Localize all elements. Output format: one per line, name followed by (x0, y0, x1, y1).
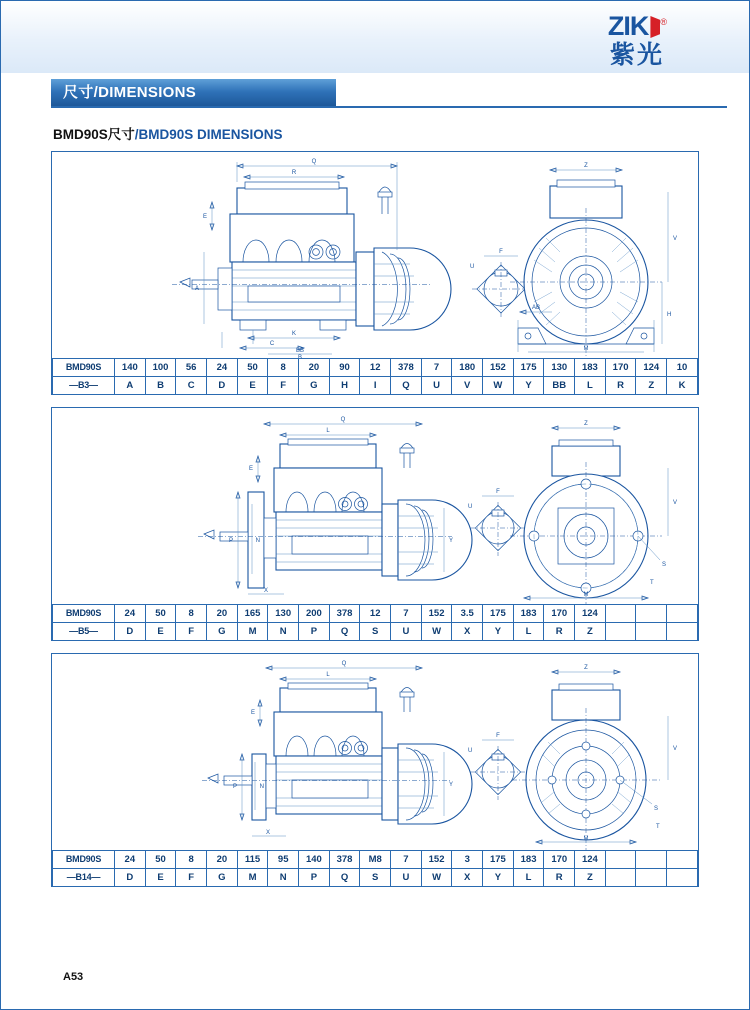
letter-cell: B (145, 377, 176, 395)
value-cell: 124 (575, 605, 606, 623)
svg-text:C: C (269, 341, 275, 347)
svg-text:AB: AB (531, 305, 541, 311)
value-cell: 24 (115, 605, 146, 623)
svg-text:Y: Y (449, 782, 454, 788)
value-cell: 152 (483, 359, 514, 377)
logo-red-bar-icon (650, 16, 660, 38)
svg-text:Z: Z (584, 163, 588, 169)
section-heading (53, 123, 749, 143)
svg-text:K: K (291, 331, 297, 337)
letter-cell-empty (667, 623, 698, 641)
letter-cell: Q (329, 623, 360, 641)
model-label: BMD90S (53, 605, 115, 623)
value-cell: 12 (360, 605, 391, 623)
letter-cell-empty (636, 869, 667, 887)
model-label: BMD90S (53, 851, 115, 869)
value-cell: 3 (452, 851, 483, 869)
letter-cell: F (176, 623, 207, 641)
value-cell: 24 (207, 359, 238, 377)
value-cell: 152 (421, 605, 452, 623)
value-cell: 130 (544, 359, 575, 377)
letter-cell: F (268, 377, 299, 395)
svg-text:Z: Z (584, 665, 588, 671)
page-number: A53 (63, 971, 84, 983)
value-cell: 56 (176, 359, 207, 377)
value-cell: 378 (329, 605, 360, 623)
letter-cell: D (115, 623, 146, 641)
letter-cell: W (483, 377, 514, 395)
svg-text:V: V (673, 500, 678, 506)
letter-cell: D (207, 377, 238, 395)
letter-cell-empty (667, 869, 698, 887)
svg-text:R: R (291, 170, 297, 176)
letter-cell: R (605, 377, 636, 395)
svg-text:P: P (228, 538, 233, 544)
mount-type-label: —B14— (53, 869, 115, 887)
value-cell-empty (667, 605, 698, 623)
value-cell-empty (636, 851, 667, 869)
svg-text:F: F (496, 489, 500, 495)
section-heading-en: /BMD90S DIMENSIONS (134, 127, 283, 142)
letter-cell: N (268, 623, 299, 641)
value-cell: 8 (268, 359, 299, 377)
dimension-block-b14 (51, 653, 699, 887)
svg-text:S: S (654, 806, 659, 812)
value-cell: 7 (391, 851, 422, 869)
svg-text:Z: Z (584, 421, 588, 427)
value-cell: 20 (299, 359, 330, 377)
svg-text:U: U (468, 748, 473, 754)
letter-cell-empty (605, 869, 636, 887)
table-row (53, 851, 698, 869)
section-heading-cn: BMD90S尺寸 (53, 127, 135, 142)
letter-cell: U (391, 869, 422, 887)
svg-text:E: E (202, 214, 207, 220)
registered-mark: ® (660, 17, 667, 27)
value-cell: 200 (299, 605, 330, 623)
svg-text:X: X (265, 830, 271, 836)
svg-text:F: F (499, 249, 503, 255)
value-cell: 183 (513, 605, 544, 623)
svg-text:Y: Y (449, 538, 454, 544)
value-cell-empty (605, 605, 636, 623)
value-cell: 170 (605, 359, 636, 377)
letter-cell-empty (636, 623, 667, 641)
logo-chinese-name: 紫光 (609, 41, 664, 69)
value-cell: 183 (513, 851, 544, 869)
letter-cell: Z (575, 869, 606, 887)
svg-text:M: M (583, 346, 589, 352)
letter-cell: Z (575, 623, 606, 641)
value-cell: 183 (575, 359, 606, 377)
letter-cell: X (452, 869, 483, 887)
letter-cell: W (421, 623, 452, 641)
letter-cell-empty (605, 623, 636, 641)
value-cell: 24 (115, 851, 146, 869)
letter-cell: P (299, 623, 330, 641)
value-cell-empty (605, 851, 636, 869)
dimension-block-b5 (51, 407, 699, 641)
value-cell: 175 (483, 605, 514, 623)
letter-cell: V (452, 377, 483, 395)
value-cell: 7 (391, 605, 422, 623)
dimension-table-b3 (52, 358, 698, 394)
svg-text:E: E (250, 710, 255, 716)
letter-cell: H (329, 377, 360, 395)
company-logo (547, 13, 727, 68)
letter-cell: S (360, 623, 391, 641)
letter-cell: L (513, 623, 544, 641)
svg-text:U: U (468, 504, 473, 510)
letter-cell: Y (513, 377, 544, 395)
svg-text:S: S (662, 562, 667, 568)
mount-type-label: —B5— (53, 623, 115, 641)
svg-text:BB: BB (295, 348, 305, 354)
svg-text:A: A (194, 286, 199, 292)
svg-text:U: U (470, 264, 475, 270)
value-cell: 124 (575, 851, 606, 869)
value-cell: M8 (360, 851, 391, 869)
value-cell: 378 (391, 359, 422, 377)
value-cell: 10 (667, 359, 698, 377)
letter-cell: U (391, 623, 422, 641)
svg-text:L: L (326, 672, 330, 678)
value-cell: 124 (636, 359, 667, 377)
value-cell: 175 (513, 359, 544, 377)
page-title: 尺寸/DIMENSIONS (51, 79, 336, 107)
value-cell: 20 (207, 605, 238, 623)
value-cell: 20 (207, 851, 238, 869)
logo-mark (608, 13, 666, 40)
value-cell: 8 (176, 605, 207, 623)
value-cell: 165 (237, 605, 268, 623)
value-cell-empty (636, 605, 667, 623)
value-cell: 115 (237, 851, 268, 869)
letter-cell: R (544, 623, 575, 641)
svg-text:N: N (255, 538, 260, 544)
letter-cell: Q (391, 377, 422, 395)
letter-cell: M (237, 623, 268, 641)
letter-cell: P (299, 869, 330, 887)
dimension-block-b3 (51, 151, 699, 395)
value-cell: 50 (145, 605, 176, 623)
title-divider (51, 106, 727, 108)
letter-cell: E (237, 377, 268, 395)
dimension-table-b14 (52, 850, 698, 886)
drawing-b14 (52, 654, 698, 850)
drawing-b3 (52, 152, 698, 358)
value-cell: 140 (299, 851, 330, 869)
letter-cell: R (544, 869, 575, 887)
value-cell: 7 (421, 359, 452, 377)
value-cell: 12 (360, 359, 391, 377)
svg-text:E: E (248, 466, 253, 472)
model-label: BMD90S (53, 359, 115, 377)
svg-text:T: T (650, 580, 654, 586)
value-cell: 90 (329, 359, 360, 377)
letter-cell: G (207, 623, 238, 641)
value-cell: 152 (421, 851, 452, 869)
value-cell: 180 (452, 359, 483, 377)
letter-cell: W (421, 869, 452, 887)
letter-cell: Y (483, 869, 514, 887)
svg-text:T: T (656, 824, 660, 830)
letter-cell: F (176, 869, 207, 887)
value-cell: 50 (237, 359, 268, 377)
value-cell: 140 (115, 359, 146, 377)
letter-cell: L (575, 377, 606, 395)
value-cell: 100 (145, 359, 176, 377)
dimension-table-b5 (52, 604, 698, 640)
svg-text:V: V (673, 746, 678, 752)
svg-text:H: H (667, 312, 672, 318)
value-cell: 95 (268, 851, 299, 869)
letter-cell: S (360, 869, 391, 887)
letter-cell: A (115, 377, 146, 395)
letter-cell: G (207, 869, 238, 887)
letter-cell: Q (329, 869, 360, 887)
letter-cell: K (667, 377, 698, 395)
svg-text:P: P (232, 784, 237, 790)
table-row (53, 623, 698, 641)
table-row (53, 869, 698, 887)
value-cell: 378 (329, 851, 360, 869)
letter-cell: L (513, 869, 544, 887)
svg-text:Q: Q (340, 417, 346, 423)
value-cell: 170 (544, 605, 575, 623)
letter-cell: X (452, 623, 483, 641)
svg-text:N: N (259, 784, 264, 790)
value-cell-empty (667, 851, 698, 869)
svg-text:Q: Q (341, 661, 347, 667)
value-cell: 130 (268, 605, 299, 623)
letter-cell: Z (636, 377, 667, 395)
svg-text:B: B (297, 355, 303, 358)
letter-cell: E (145, 869, 176, 887)
svg-text:F: F (496, 733, 500, 739)
titlebar-wrap (1, 79, 749, 109)
letter-cell: C (176, 377, 207, 395)
svg-text:L: L (326, 428, 330, 434)
letter-cell: Y (483, 623, 514, 641)
value-cell: 8 (176, 851, 207, 869)
svg-text:X: X (263, 588, 269, 594)
value-cell: 50 (145, 851, 176, 869)
letter-cell: G (299, 377, 330, 395)
letter-cell: I (360, 377, 391, 395)
letter-cell: D (115, 869, 146, 887)
svg-text:Q: Q (311, 159, 317, 165)
drawing-b5 (52, 408, 698, 604)
page-header (1, 1, 749, 73)
svg-text:M: M (583, 836, 589, 842)
table-row (53, 377, 698, 395)
mount-type-label: —B3— (53, 377, 115, 395)
letter-cell: U (421, 377, 452, 395)
value-cell: 175 (483, 851, 514, 869)
letter-cell: M (237, 869, 268, 887)
logo-text: ZIK (607, 11, 649, 41)
letter-cell: BB (544, 377, 575, 395)
value-cell: 170 (544, 851, 575, 869)
table-row (53, 359, 698, 377)
letter-cell: E (145, 623, 176, 641)
letter-cell: N (268, 869, 299, 887)
value-cell: 3.5 (452, 605, 483, 623)
table-row (53, 605, 698, 623)
svg-text:M: M (583, 592, 589, 598)
svg-text:V: V (673, 236, 678, 242)
